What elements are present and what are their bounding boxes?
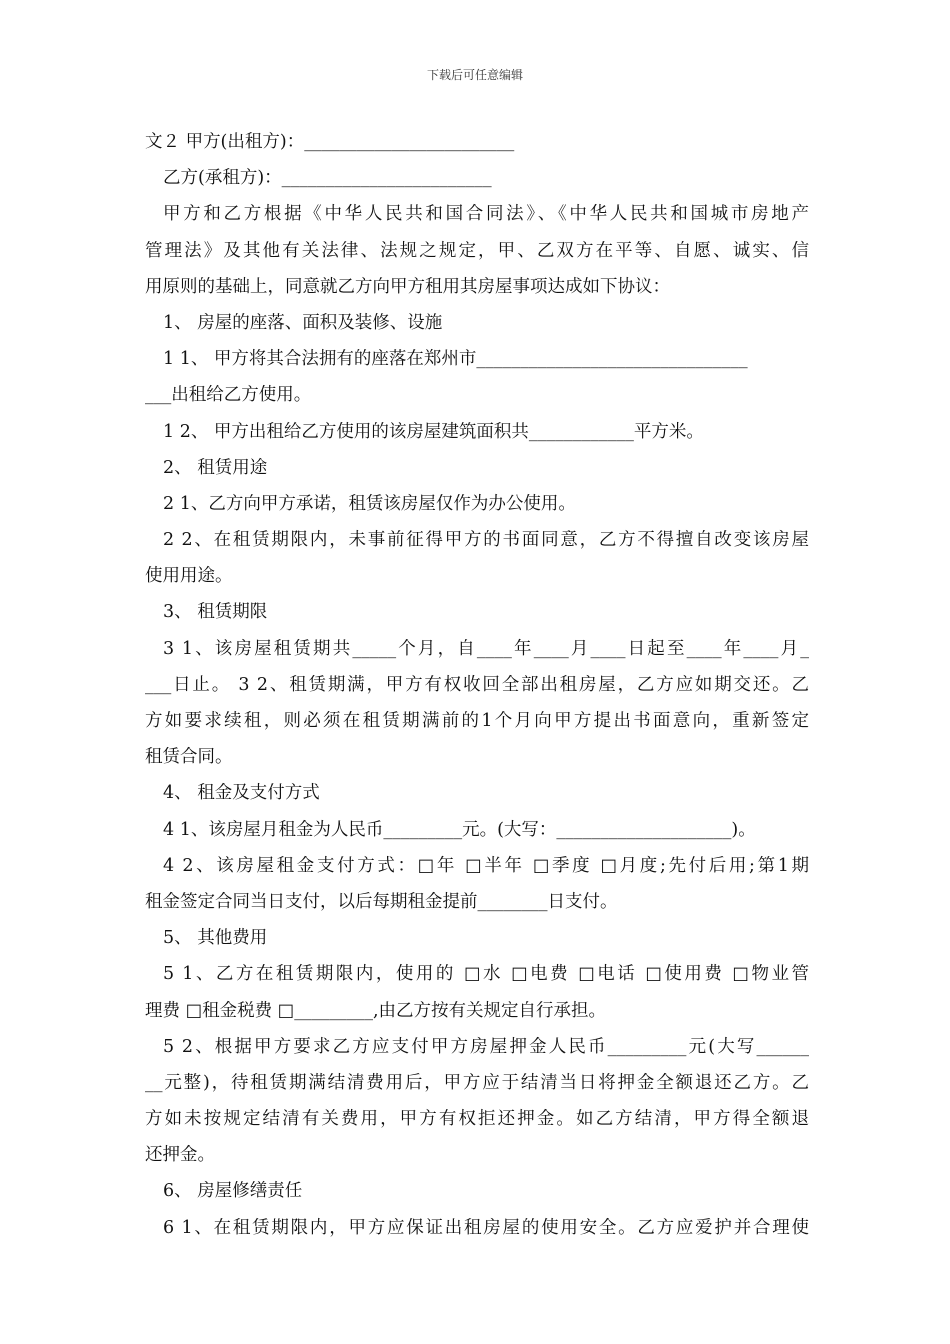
party-b-line: 乙方(承租方)：________________________: [163, 168, 492, 189]
section-1-heading: 1、 房屋的座落、面积及装修、设施: [163, 312, 443, 333]
clause-5-2-line-1: 5 2、根据甲方要求乙方应支付甲方房屋押金人民币_________元(大写______: [163, 1036, 809, 1057]
clause-4-2-line-2: 租金签定合同当日支付，以后每期租金提前________日支付。: [145, 891, 618, 912]
contract-body: [145, 124, 809, 1246]
clause-1-1-line-1: 1 1、 甲方将其合法拥有的座落在郑州市_______________________________: [163, 349, 748, 370]
clause-5-2-line-4: 还押金。: [145, 1145, 215, 1166]
clause-2-2-line-1: 2 2、在租赁期限内，未事前征得甲方的书面同意，乙方不得擅自改变该房屋: [163, 530, 809, 551]
clause-5-2-line-3: 方如未按规定结清有关费用，甲方有权拒还押金。如乙方结清，甲方得全额退: [145, 1109, 809, 1130]
clause-4-2-line-1: 4 2、该房屋租金支付方式：□年 □半年 □季度 □月度;先付后用;第1期: [163, 855, 809, 876]
section-5-heading: 5、 其他费用: [163, 928, 268, 949]
clause-3-1-line-2: ___日止。 3 2、租赁期满，甲方有权收回全部出租房屋，乙方应如期交还。乙: [145, 674, 809, 695]
section-4-heading: 4、 租金及支付方式: [163, 783, 320, 804]
clause-3-2-line-3: 租赁合同。: [145, 747, 233, 768]
clause-5-1-line-2: 理费 □租金税费 □_________,由乙方按有关规定自行承担。: [145, 1000, 607, 1021]
party-a-line: 文２ 甲方(出租方)：________________________: [145, 132, 515, 152]
section-3-heading: 3、 租赁期限: [163, 602, 268, 623]
clause-3-2-line-2: 方如要求续租，则必须在租赁期满前的1个月向甲方提出书面意向，重新签定: [145, 711, 809, 731]
clause-2-2-line-2: 使用用途。: [145, 566, 233, 587]
clause-4-1: 4 1、该房屋月租金为人民币_________元。(大写：____________________)。: [163, 819, 756, 840]
clause-2-1: 2 1、乙方向甲方承诺，租赁该房屋仅作为办公使用。: [163, 493, 576, 514]
clause-5-1-line-1: 5 1、乙方在租赁期限内，使用的 □水 □电费 □电话 □使用费 □物业管: [163, 964, 809, 985]
preamble-line-2: 管理法》及其他有关法律、法规之规定，甲、乙双方在平等、自愿、诚实、信: [145, 240, 809, 261]
clause-6-1-line-1: 6 1、在租赁期限内，甲方应保证出租房屋的使用安全。乙方应爱护并合理使: [163, 1217, 809, 1238]
clause-5-2-line-2: __元整)，待租赁期满结清费用后，甲方应于结清当日将押金全额退还乙方。乙: [145, 1072, 809, 1093]
preamble-line-3: 用原则的基础上，同意就乙方向甲方租用其房屋事项达成如下协议：: [145, 276, 670, 297]
section-2-heading: 2、 租赁用途: [163, 457, 268, 478]
clause-1-1-line-2: ___出租给乙方使用。: [145, 385, 312, 406]
preamble-line-1: 甲方和乙方根据《中华人民共和国合同法》、《中华人民共和国城市房地产: [163, 204, 809, 225]
clause-1-2: 1 2、 甲方出租给乙方使用的该房屋建筑面积共____________平方米。: [163, 421, 704, 442]
clause-3-1-line-1: 3 1、该房屋租赁期共_____个月，自____年____月____日起至____年____月_: [163, 638, 809, 659]
page-header-note: 下载后可任意编辑: [426, 68, 523, 82]
section-6-heading: 6、 房屋修缮责任: [163, 1181, 303, 1202]
